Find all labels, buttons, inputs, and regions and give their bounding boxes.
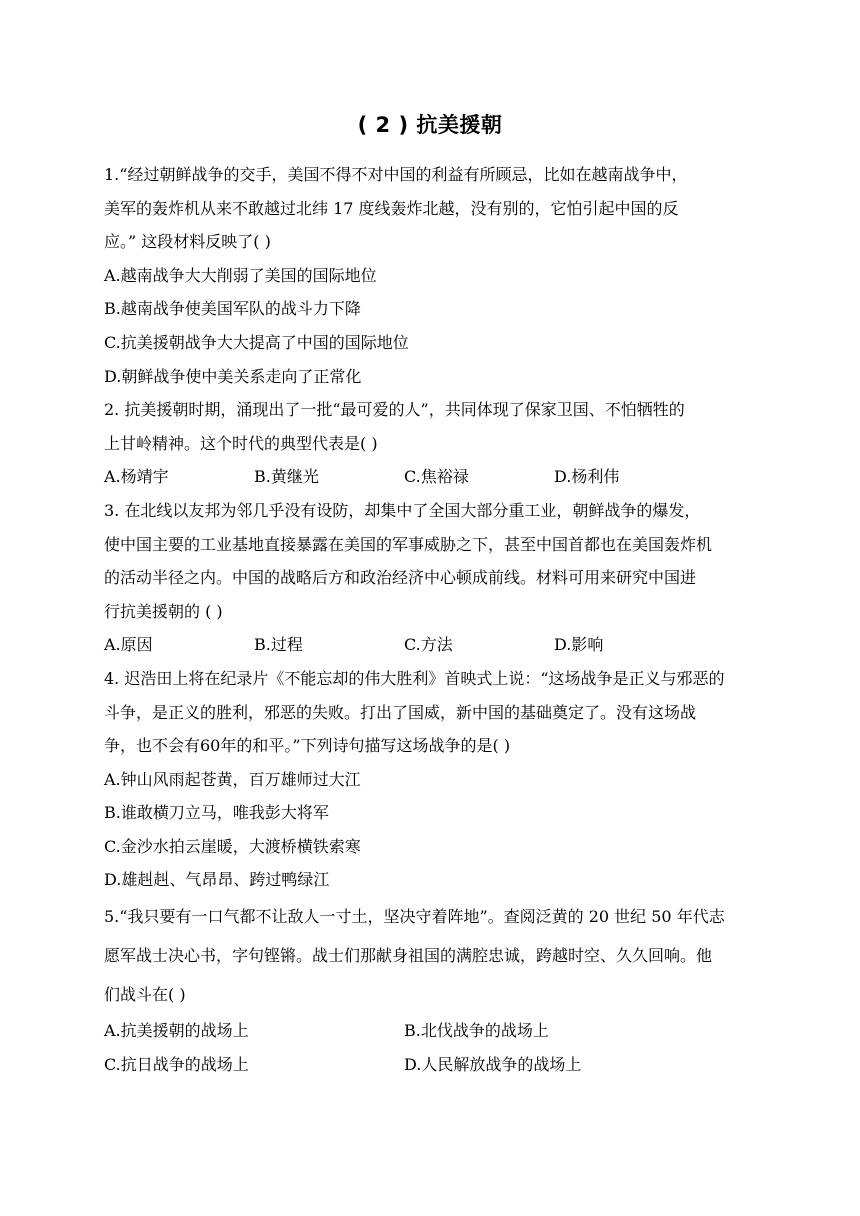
question-4-option-d: D.雄赳赳、气昂昂、跨过鸭绿江 — [104, 870, 330, 890]
question-1-option-b: B.越南战争使美国军队的战斗力下降 — [104, 299, 361, 319]
question-3-stem-line-1: 3. 在北线以友邦为邻几乎没有设防，却集中了全国大部分重工业，朝鲜战争的爆发， — [104, 500, 701, 520]
question-1-option-d: D.朝鲜战争使中美关系走向了正常化 — [104, 366, 362, 386]
question-5-stem-line-3: 们战斗在( ) — [104, 985, 186, 1005]
question-4-stem-line-1: 4. 迟浩田上将在纪录片《不能忘却的伟大胜利》首映式上说：“这场战争是正义与邪恶的 — [104, 668, 725, 688]
question-4 — [104, 662, 764, 897]
question-2-options — [104, 460, 764, 494]
question-5-option-a: A.抗美援朝的战场上 — [104, 1021, 249, 1041]
page-title: ( 2 ) 抗美援朝 — [357, 113, 503, 137]
question-3-option-c: C.方法 — [404, 635, 453, 655]
question-3-option-a: A.原因 — [104, 635, 153, 655]
question-1-stem-line-3: 应。” 这段材料反映了( ) — [104, 232, 271, 252]
question-4-stem-line-2: 斗争，是正义的胜利，邪恶的失败。打出了国威，新中国的基础奠定了。没有这场战 — [104, 702, 697, 722]
question-2-option-d: D.杨利伟 — [554, 467, 620, 487]
question-2-stem-line-1: 2. 抗美援朝时期，涌现出了一批“最可爱的人”，共同体现了保家卫国、不怕牺牲的 — [104, 400, 685, 420]
question-4-option-a: A.钟山风雨起苍黄，百万雄师过大江 — [104, 769, 361, 789]
question-1-option-a: A.越南战争大大削弱了美国的国际地位 — [104, 265, 377, 285]
question-4-option-c: C.金沙水拍云崖暖，大渡桥横铁索寒 — [104, 836, 361, 856]
question-3 — [104, 494, 764, 662]
question-2-option-b: B.黄继光 — [254, 467, 319, 487]
question-5-option-b: B.北伐战争的战场上 — [404, 1021, 549, 1041]
question-3-option-b: B.过程 — [254, 635, 303, 655]
question-2-option-a: A.杨靖宇 — [104, 467, 169, 487]
question-3-stem-line-2: 使中国主要的工业基地直接暴露在美国的军事威胁之下，甚至中国首都也在美国轰炸机 — [104, 534, 713, 554]
question-1 — [104, 158, 764, 393]
question-3-options — [104, 628, 764, 662]
question-3-stem-line-4: 行抗美援朝的 ( ) — [104, 601, 223, 621]
question-3-option-d: D.影响 — [554, 635, 604, 655]
question-list — [104, 158, 764, 1081]
question-2-stem-line-2: 上甘岭精神。这个时代的典型代表是( ) — [104, 433, 378, 453]
question-5-options-row-1 — [104, 1014, 764, 1048]
question-5-stem-line-1: 5.“我只要有一口气都不让敌人一寸土，坚决守着阵地”。查阅泛黄的 20 世纪 50 年代志 — [104, 907, 725, 927]
question-1-stem-line-2: 美军的轰炸机从来不敢越过北纬 17 度线轰炸北越，没有别的，它怕引起中国的反 — [104, 198, 679, 218]
question-4-option-b: B.谁敢横刀立马，唯我彭大将军 — [104, 803, 329, 823]
question-4-stem-line-3: 争，也不会有60年的和平。”下列诗句描写这场战争的是( ) — [104, 736, 511, 756]
question-2 — [104, 393, 764, 494]
question-3-stem-line-3: 的活动半径之内。中国的战略后方和政治经济中心顿成前线。材料可用来研究中国进 — [104, 568, 697, 588]
question-5-stem-line-2: 愿军战士决心书，字句铿锵。战士们那献身祖国的满腔忠诚，跨越时空、久久回响。他 — [104, 946, 713, 966]
question-5-options-row-2 — [104, 1048, 764, 1082]
question-5 — [104, 897, 764, 1014]
question-1-stem-line-1: 1.“经过朝鲜战争的交手，美国不得不对中国的利益有所顾忌，比如在越南战争中， — [104, 165, 688, 184]
question-1-option-c: C.抗美援朝战争大大提高了中国的国际地位 — [104, 332, 409, 352]
question-5-option-d: D.人民解放战争的战场上 — [404, 1054, 582, 1074]
question-5-option-c: C.抗日战争的战场上 — [104, 1054, 249, 1074]
question-2-option-c: C.焦裕禄 — [404, 467, 469, 487]
